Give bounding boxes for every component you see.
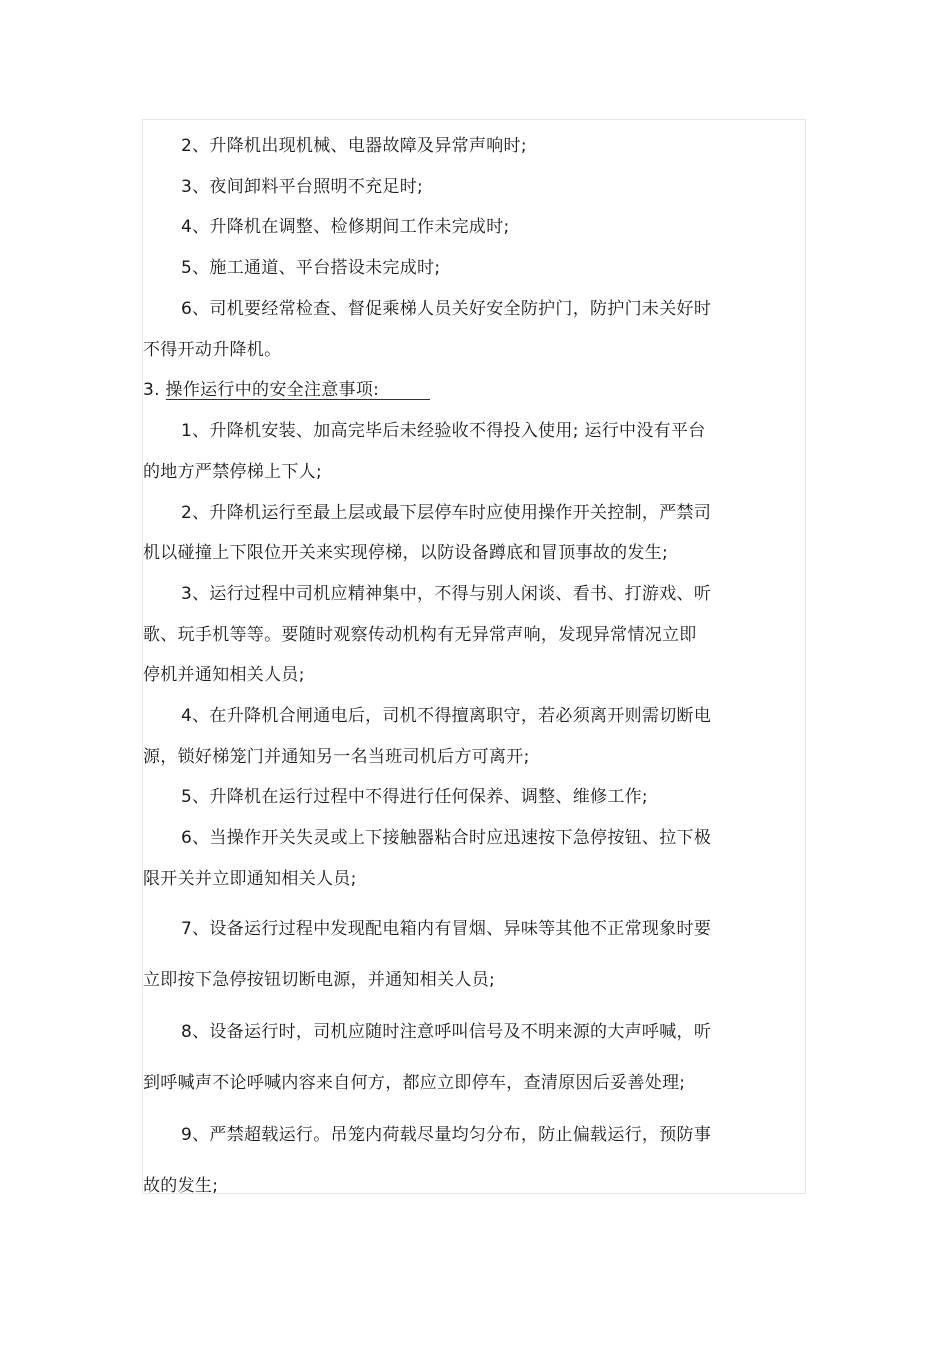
text-line: 9、严禁超载运行。吊笼内荷载尽量均匀分布，防止偏载运行，预防事: [181, 1125, 712, 1145]
text-line: 2、升降机运行至最上层或最下层停车时应使用操作开关控制，严禁司: [181, 503, 712, 523]
text-line: 5、施工通道、平台搭设未完成时;: [181, 258, 441, 278]
text-line: 7、设备运行过程中发现配电箱内有冒烟、异味等其他不正常现象时要: [181, 919, 712, 939]
text-line: 3、夜间卸料平台照明不充足时;: [181, 177, 424, 197]
text-line: 6、当操作开关失灵或上下接触器粘合时应迅速按下急停按钮、拉下极: [181, 828, 712, 848]
text-line: 1、升降机安装、加高完毕后未经验收不得投入使用; 运行中没有平台: [181, 421, 706, 441]
text-line: 到呼喊声不论呼喊内容来自何方，都应立即停车，查清原因后妥善处理;: [143, 1073, 686, 1093]
text-line: 机以碰撞上下限位开关来实现停梯，以防设备蹲底和冒顶事故的发生;: [143, 543, 669, 563]
text-line: 立即按下急停按钮切断电源，并通知相关人员;: [143, 970, 496, 990]
text-line: 源，锁好梯笼门并通知另一名当班司机后方可离开;: [143, 747, 530, 767]
text-line: 的地方严禁停梯上下人;: [143, 462, 323, 482]
text-line: 歌、玩手机等等。要随时观察传动机构有无异常声响，发现异常情况立即: [143, 625, 697, 645]
text-line: 5、升降机在运行过程中不得进行任何保养、调整、维修工作;: [181, 787, 648, 807]
section-heading: 3. 操作运行中的安全注意事项:: [143, 380, 380, 400]
text-line: 2、升降机出现机械、电器故障及异常声响时;: [181, 136, 527, 156]
text-line: 4、升降机在调整、检修期间工作未完成时;: [181, 217, 510, 237]
text-line: 停机并通知相关人员;: [143, 665, 305, 685]
text-line: 8、设备运行时，司机应随时注意呼叫信号及不明来源的大声呼喊，听: [181, 1022, 712, 1042]
text-line: 不得开动升降机。: [143, 340, 282, 360]
text-line: 6、司机要经常检查、督促乘梯人员关好安全防护门，防护门未关好时: [181, 299, 712, 319]
text-line: 3、运行过程中司机应精神集中，不得与别人闲谈、看书、打游戏、听: [181, 584, 712, 604]
heading-underline: [166, 399, 430, 400]
text-line: 故的发生;: [143, 1176, 219, 1196]
text-line: 限开关并立即通知相关人员;: [143, 869, 357, 889]
text-line: 4、在升降机合闸通电后，司机不得擅离职守，若必须离开则需切断电: [181, 706, 712, 726]
